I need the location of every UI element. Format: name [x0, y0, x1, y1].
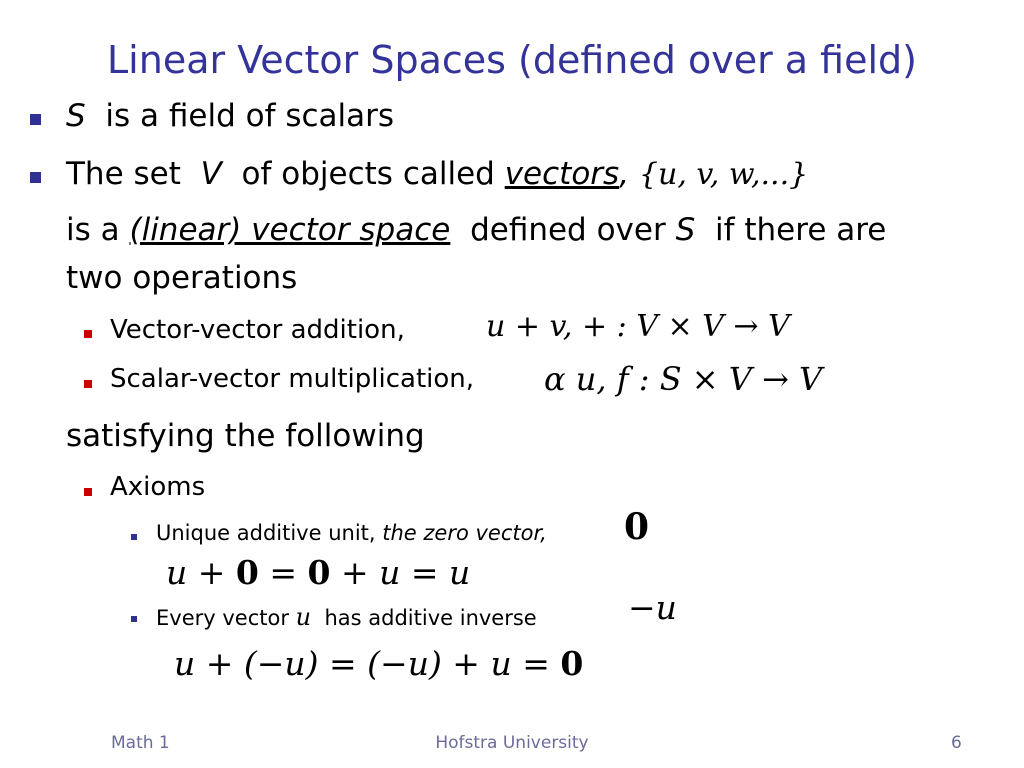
bullet-marker: [131, 534, 137, 540]
axiom-zero-formula: [166, 553, 470, 592]
op-vector-addition: Vector-vector addition,: [110, 315, 405, 345]
text: has additive inverse: [324, 606, 537, 630]
formula-part: u +: [166, 553, 236, 592]
formula-part: + u = u: [330, 553, 471, 592]
var-s: S: [66, 98, 86, 134]
bullet-text: is a field of scalars: [105, 98, 395, 134]
formula-part: =: [258, 553, 308, 592]
bullet-marker: [84, 488, 92, 496]
zero-bold: 0: [235, 553, 259, 592]
footer-left: Math 1: [111, 733, 170, 753]
satisfying-line: satisfying the following: [66, 418, 425, 454]
var-v: V: [200, 156, 222, 192]
axiom-additive-inverse: [156, 603, 537, 631]
term-vector-space: (linear) vector space: [129, 212, 451, 248]
footer-center: Hofstra University: [435, 733, 589, 753]
continuation-line-2: two operations: [66, 260, 298, 296]
bullet-field-of-scalars: [66, 98, 394, 134]
op-vector-addition-formula: u + v, + : V × V → V: [486, 309, 790, 344]
term-vectors: vectors: [504, 156, 620, 192]
text: Every vector: [156, 606, 289, 630]
text: Unique additive unit,: [156, 521, 376, 545]
comma: ,: [619, 156, 630, 192]
zero-vector-symbol: 0: [624, 506, 650, 548]
vector-set-formula: {u, v, w,...}: [638, 157, 809, 192]
text: The set: [66, 156, 181, 192]
term-zero-vector: the zero vector,: [382, 521, 547, 545]
var-s: S: [675, 212, 696, 248]
zero-bold: 0: [307, 553, 331, 592]
bullet-marker: [30, 172, 41, 183]
op-scalar-multiplication: Scalar-vector multiplication,: [110, 364, 475, 394]
bullet-marker: [131, 616, 137, 622]
text: of objects called: [241, 156, 495, 192]
op-scalar-multiplication-formula: α u, f : S × V → V: [544, 360, 823, 398]
page-number: 6: [951, 733, 962, 753]
var-u: u: [295, 603, 312, 631]
axioms-heading: Axioms: [110, 472, 206, 502]
continuation-line: [66, 212, 886, 248]
slide-title: Linear Vector Spaces (defined over a field): [107, 38, 917, 82]
text: if there are: [715, 212, 887, 248]
bullet-marker: [84, 380, 92, 388]
zero-bold: 0: [560, 644, 584, 683]
axiom-inverse-formula: [174, 644, 583, 683]
bullet-marker: [84, 330, 92, 338]
axiom-zero-vector: [156, 521, 547, 545]
text: defined over: [470, 212, 666, 248]
formula-part: u + (−u) = (−u) + u =: [174, 644, 561, 683]
bullet-set-of-vectors: [66, 156, 808, 192]
text: is a: [66, 212, 120, 248]
additive-inverse-symbol: −u: [628, 588, 677, 627]
bullet-marker: [30, 114, 41, 125]
